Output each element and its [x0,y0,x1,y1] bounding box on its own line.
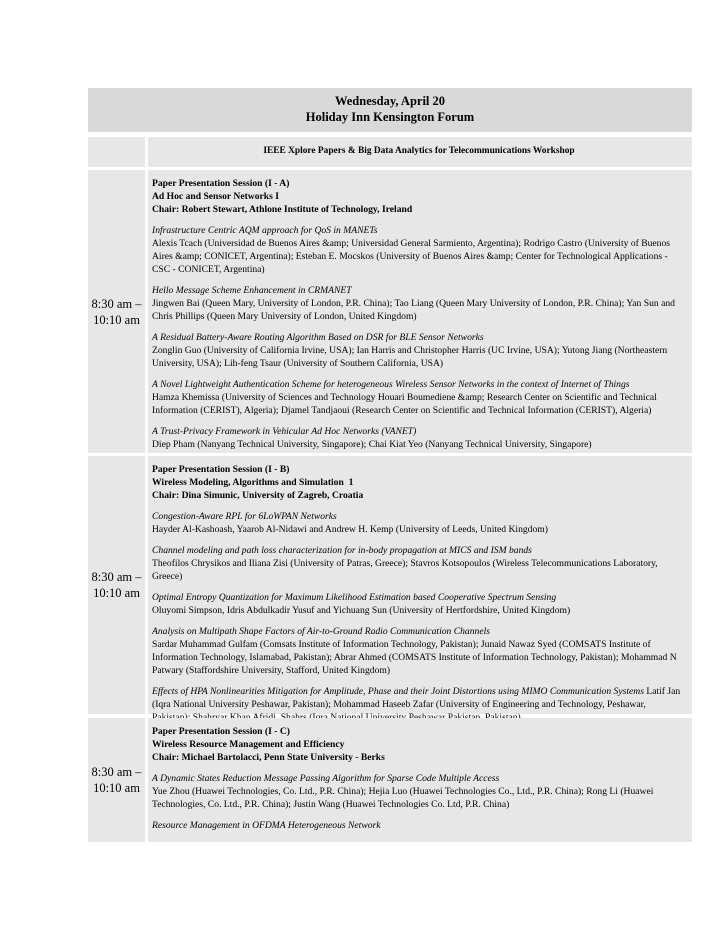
paper-authors: Theofilos Chrysikos and Iliana Zisi (University of Patras, Greece); Stavros Kotsopoulos (Wireless Telecommunications Laboratory, Greece) [152,558,658,582]
session-title: Paper Presentation Session (I - C) [152,726,290,737]
paper-authors: Zonglin Guo (University of California Irvine, USA); Ian Harris and Christopher Harris (UC Irvine, USA); Yutong Jiang (Northeastern University, USA); Lih-feng Tsaur (University of Southern California, USA) [152,345,668,369]
paper-title: Channel modeling and path loss characterization for in-body propagation at MICS and ISM bands [152,545,532,556]
paper-title: A Dynamic States Reduction Message Passing Algorithm for Sparse Code Multiple Access [152,773,500,784]
time-end: 10:10 am [93,586,140,600]
session-time [88,456,145,714]
paper-title: Effects of HPA Nonlinearities Mitigation for Amplitude, Phase and their Joint Distortions using MIMO Communication Systems [152,686,644,697]
paper-authors: Hamza Khemissa (University of Sciences and Technology Houari Boumediene &amp; Research Center on Scientific and Technical Information (CERIST), Algeria); Djamel Tandjaoui (Research Center on Scientific and Technical Information (CERIST), Algeria) [152,392,657,416]
session-track: Wireless Resource Management and Efficiency [152,739,345,750]
time-start: 8:30 am – [91,570,142,584]
paper-title: Hello Message Scheme Enhancement in CRMANET [152,285,352,296]
day-header [88,88,692,132]
workshop-title: IEEE Xplore Papers & Big Data Analytics for Telecommunications Workshop [148,137,692,167]
paper-authors: Yue Zhou (Huawei Technologies, Co. Ltd., P.R. China); Hejia Luo (Huawei Technologies Co., Ltd., P.R. China); Rong Li (Huawei Technologies, Co. Ltd., P.R. China); Justin Wang (Huawei Technologies Co. Ltd, P.R. China) [152,786,654,810]
session-track: Wireless Modeling, Algorithms and Simulation 1 [152,477,354,488]
paper-title: Analysis on Multipath Shape Factors of Air-to-Ground Radio Communication Channels [152,626,490,637]
paper-title: Infrastructure Centric AQM approach for QoS in MANETs [152,225,378,236]
session-row-c [88,718,692,842]
session-chair: Chair: Michael Bartolacci, Penn State University - Berks [152,752,385,763]
session-chair: Chair: Robert Stewart, Athlone Institute of Technology, Ireland [152,204,413,215]
session-title: Paper Presentation Session (I - B) [152,464,290,475]
paper-authors: Sardar Muhammad Gulfam (Comsats Institute of Information Technology, Pakistan); Junaid Nawaz Syed (COMSATS Institute of Information Technology, Islamabad, Pakistan); Abrar Ahmed (COMSATS Institute of Information Technology, Pakistan); Mohammad N Patwary (Staffordshire University, Stafford, United Kingdom) [152,639,677,676]
workshop-row [88,137,692,167]
paper-title: Resource Management in OFDMA Heterogeneous Network [152,820,381,831]
time-end: 10:10 am [93,781,140,795]
session-row-a [88,170,692,453]
paper-authors: Latif Jan (Iqra National University Peshawar, Pakistan); Mohammad Haseeb Zafar (University of Engineering and Technology, Peshawar, [152,686,681,710]
paper-title: A Residual Battery-Aware Routing Algorithm Based on DSR for BLE Sensor Networks [152,332,484,343]
session-title: Paper Presentation Session (I - A) [152,178,290,189]
time-start: 8:30 am – [91,765,142,779]
paper-title: A Novel Lightweight Authentication Scheme for heterogeneous Wireless Sensor Networks in the context of Internet of Things [152,379,630,390]
venue-title: Holiday Inn Kensington Forum [305,110,475,124]
paper-authors: Jingwen Bai (Queen Mary, University of London, P.R. China); Tao Liang (Queen Mary University of London, P.R. China); Yan Sun and Chris Phillips (Queen Mary University of London, United Kingdom) [152,298,675,322]
paper-authors: Oluyomi Simpson, Idris Abdulkadir Yusuf and Yichuang Sun (University of Hertfordshire, United Kingdom) [152,605,571,616]
day-title: Wednesday, April 20 [334,94,446,108]
session-content [148,718,692,842]
session-chair: Chair: Dina Simunic, University of Zagreb, Croatia [152,490,364,501]
paper-title: Congestion-Aware RPL for 6LoWPAN Networks [152,511,337,522]
paper-authors: Diep Pham (Nanyang Technical University, Singapore); Chai Kiat Yeo (Nanyang Technical University, Singapore) [152,439,592,450]
paper-authors: Alexis Tcach (Universidad de Buenos Aires &amp; Universidad General Sarmiento, Argentina); Rodrigo Castro (University of Buenos Aires &amp; CONICET, Argentina); Esteban E. Mocskos (University of Buenos Aires &amp; Center for Technological Applications - CSC - CONICET, Argentina) [152,238,670,275]
paper-title: Optimal Entropy Quantization for Maximum Likelihood Estimation based Cooperative Spectrum Sensing [152,592,557,603]
session-time [88,718,145,842]
paper-title: A Trust-Privacy Framework in Vehicular Ad Hoc Networks (VANET) [152,426,417,437]
paper-authors: Hayder Al-Kashoash, Yaarob Al-Nidawi and Andrew H. Kemp (University of Leeds, United Kingdom) [152,524,548,535]
session-time [88,170,145,453]
session-content [148,456,692,714]
session-row-b [88,456,692,714]
session-content [148,170,692,453]
workshop-time-cell [88,137,145,167]
time-start: 8:30 am – [91,296,142,311]
session-track: Ad Hoc and Sensor Networks I [152,191,279,202]
time-end: 10:10 am [93,312,140,327]
